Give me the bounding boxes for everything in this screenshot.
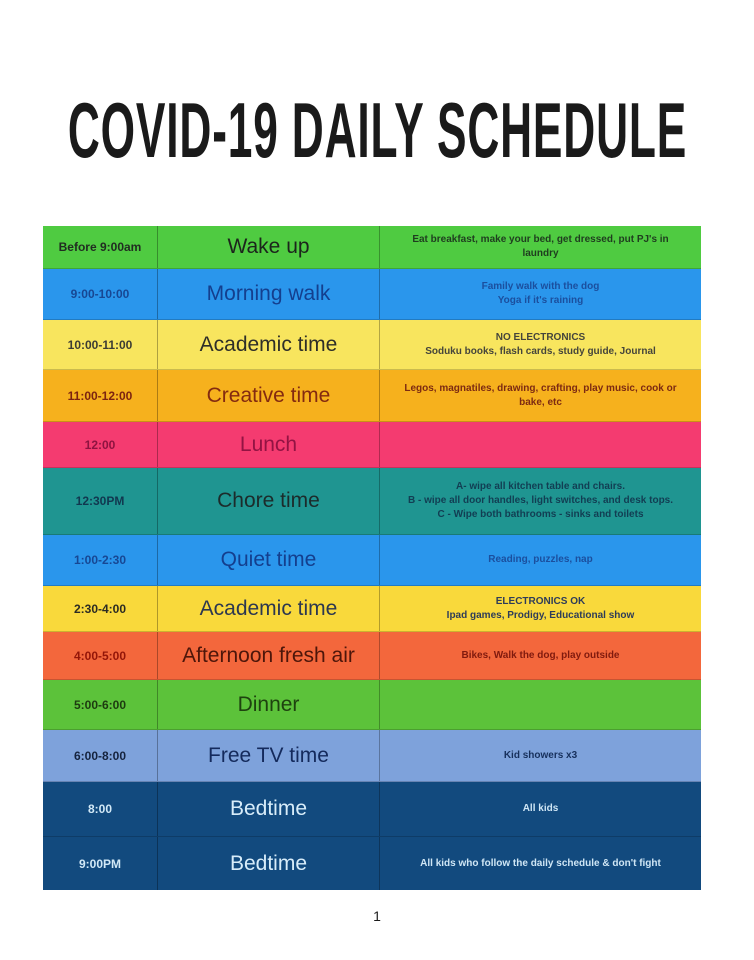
schedule-row: [43, 730, 701, 782]
page-title: COVID-19 DAILY SCHEDULE: [67, 87, 688, 175]
activity-cell: Chore time: [158, 468, 380, 534]
schedule-row: [43, 586, 701, 632]
details-line: Legos, magnatiles, drawing, crafting, play music, cook or: [404, 382, 677, 394]
schedule-row: [43, 422, 701, 468]
time-cell: 9:00-10:00: [43, 269, 158, 319]
activity-cell: Free TV time: [158, 730, 380, 781]
details-cell: [380, 320, 701, 369]
details-cell: [380, 632, 701, 679]
schedule-row: [43, 782, 701, 837]
schedule-table: [43, 226, 701, 890]
schedule-row: [43, 680, 701, 730]
activity-cell: Bedtime: [158, 837, 380, 890]
details-cell: [380, 730, 701, 781]
time-cell: 11:00-12:00: [43, 370, 158, 421]
details-line: All kids who follow the daily schedule & don't fight: [420, 857, 661, 869]
activity-cell: Creative time: [158, 370, 380, 421]
schedule-row: [43, 320, 701, 370]
schedule-row: [43, 837, 701, 890]
time-cell: Before 9:00am: [43, 226, 158, 268]
activity-cell: Lunch: [158, 422, 380, 467]
details-line: bake, etc: [519, 396, 562, 408]
details-cell: [380, 782, 701, 836]
schedule-row: [43, 226, 701, 269]
details-cell: [380, 586, 701, 631]
details-line: Bikes, Walk the dog, play outside: [461, 649, 620, 661]
activity-cell: Quiet time: [158, 535, 380, 585]
details-line: A- wipe all kitchen table and chairs.: [456, 481, 625, 492]
details-cell: [380, 269, 701, 319]
details-cell: [380, 837, 701, 890]
details-line: Family walk with the dog: [481, 281, 600, 292]
schedule-row: [43, 468, 701, 535]
schedule-row: [43, 269, 701, 320]
activity-cell: Dinner: [158, 680, 380, 729]
details-line: Soduku books, flash cards, study guide, Journal: [425, 345, 656, 357]
details-cell: [380, 535, 701, 585]
activity-cell: Academic time: [158, 320, 380, 369]
schedule-row: [43, 370, 701, 422]
schedule-row: [43, 535, 701, 586]
details-line: ELECTRONICS OK: [495, 595, 586, 607]
details-line: C - Wipe both bathrooms - sinks and toilets: [437, 509, 644, 520]
details-line: All kids: [522, 803, 559, 814]
details-line: laundry: [522, 248, 559, 259]
time-cell: 4:00-5:00: [43, 632, 158, 679]
activity-cell: Afternoon fresh air: [158, 632, 380, 679]
time-cell: 1:00-2:30: [43, 535, 158, 585]
activity-cell: Bedtime: [158, 782, 380, 836]
time-cell: 5:00-6:00: [43, 680, 158, 729]
details-cell: [380, 370, 701, 421]
details-line: Ipad games, Prodigy, Educational show: [446, 609, 635, 621]
activity-cell: Academic time: [158, 586, 380, 631]
time-cell: 6:00-8:00: [43, 730, 158, 781]
details-cell: [380, 680, 701, 729]
details-cell: [380, 468, 701, 534]
time-cell: 10:00-11:00: [43, 320, 158, 369]
details-cell: [380, 422, 701, 467]
time-cell: 12:30PM: [43, 468, 158, 534]
details-cell: [380, 226, 701, 268]
details-line: NO ELECTRONICS: [495, 331, 586, 343]
schedule-row: [43, 632, 701, 680]
details-line: Kid showers x3: [503, 749, 578, 761]
details-line: Eat breakfast, make your bed, get dressed, put PJ's in: [412, 234, 669, 245]
activity-cell: Morning walk: [158, 269, 380, 319]
details-line: Yoga if it's raining: [497, 295, 584, 306]
details-line: Reading, puzzles, nap: [488, 554, 593, 565]
time-cell: 9:00PM: [43, 837, 158, 890]
time-cell: 2:30-4:00: [43, 586, 158, 631]
time-cell: 8:00: [43, 782, 158, 836]
details-line: B - wipe all door handles, light switches, and desk tops.: [407, 495, 674, 506]
activity-cell: Wake up: [158, 226, 380, 268]
page-number: 1: [373, 908, 381, 924]
time-cell: 12:00: [43, 422, 158, 467]
